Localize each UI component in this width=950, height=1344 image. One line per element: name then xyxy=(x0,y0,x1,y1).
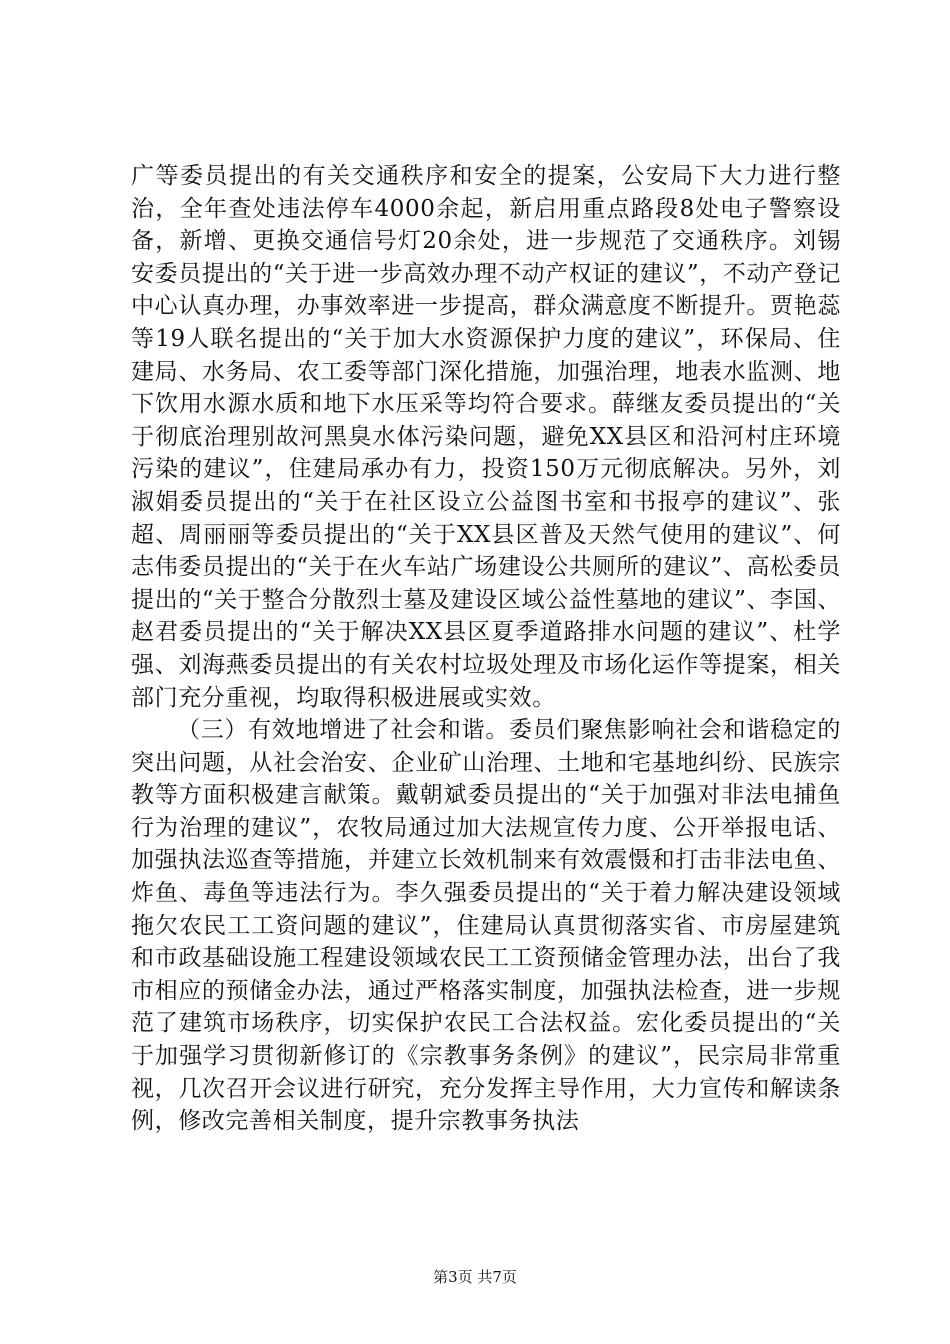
body-paragraph-2: （三）有效地增进了社会和谐。委员们聚焦影响社会和谐稳定的突出问题，从社会治安、企业矿山治理、土地和宅基地纠纷、民族宗教等方面积极建言献策。戴朝斌委员提出的“关于加强对非法电捕鱼行为治理的建议”，农牧局通过加大法规宣传力度、公开举报电话、加强执法巡查等措施，并建立长效机制来有效震慑和打击非法电鱼、炸鱼、毒鱼等违法行为。李久强委员提出的“关于着力解决建设领域拖欠农民工工资问题的建议”，住建局认真贯彻落实省、市房屋建筑和市政基础设施工程建设领域农民工工资预储金管理办法，出台了我市相应的预储金办法，通过严格落实制度，加强执法检查，进一步规范了建筑市场秩序，切实保护农民工合法权益。宏化委员提出的“关于加强学习贯彻新修订的《宗教事务条例》的建议”，民宗局非常重视，几次召开会议进行研究，充分发挥主导作用，大力宣传和解读条例，修改完善相关制度，提升宗教事务执法 xyxy=(131,717,841,1135)
document-body xyxy=(131,160,841,1138)
body-paragraph-1: 广等委员提出的有关交通秩序和安全的提案，公安局下大力进行整治，全年查处违法停车4000余起，新启用重点路段8处电子警察设备，新增、更换交通信号灯20余处，进一步规范了交通秩序。刘锡安委员提出的“关于进一步高效办理不动产权证的建议”，不动产登记中心认真办理，办事效率进一步提高，群众满意度不断提升。贾艳蕊等19人联名提出的“关于加大水资源保护力度的建议”，环保局、住建局、水务局、农工委等部门深化措施，加强治理，地表水监测、地下饮用水源水质和地下水压采等均符合要求。薛继友委员提出的“关于彻底治理别故河黑臭水体污染问题，避免XX县区和沿河村庄环境污染的建议”，住建局承办有力，投资150万元彻底解决。另外，刘淑娟委员提出的“关于在社区设立公益图书室和书报亭的建议”、张超、周丽丽等委员提出的“关于XX县区普及天然气使用的建议”、何志伟委员提出的“关于在火车站广场建设公共厕所的建议”、高松委员提出的“关于整合分散烈士墓及建设区域公益性墓地的建议”、李国、赵君委员提出的“关于解决XX县区夏季道路排水问题的建议”、杜学强、刘海燕委员提出的有关农村垃圾处理及市场化运作等提案，相关部门充分重视，均取得积极进展或实效。 xyxy=(131,163,841,711)
page-footer: 第3页 共7页 xyxy=(433,1268,517,1286)
